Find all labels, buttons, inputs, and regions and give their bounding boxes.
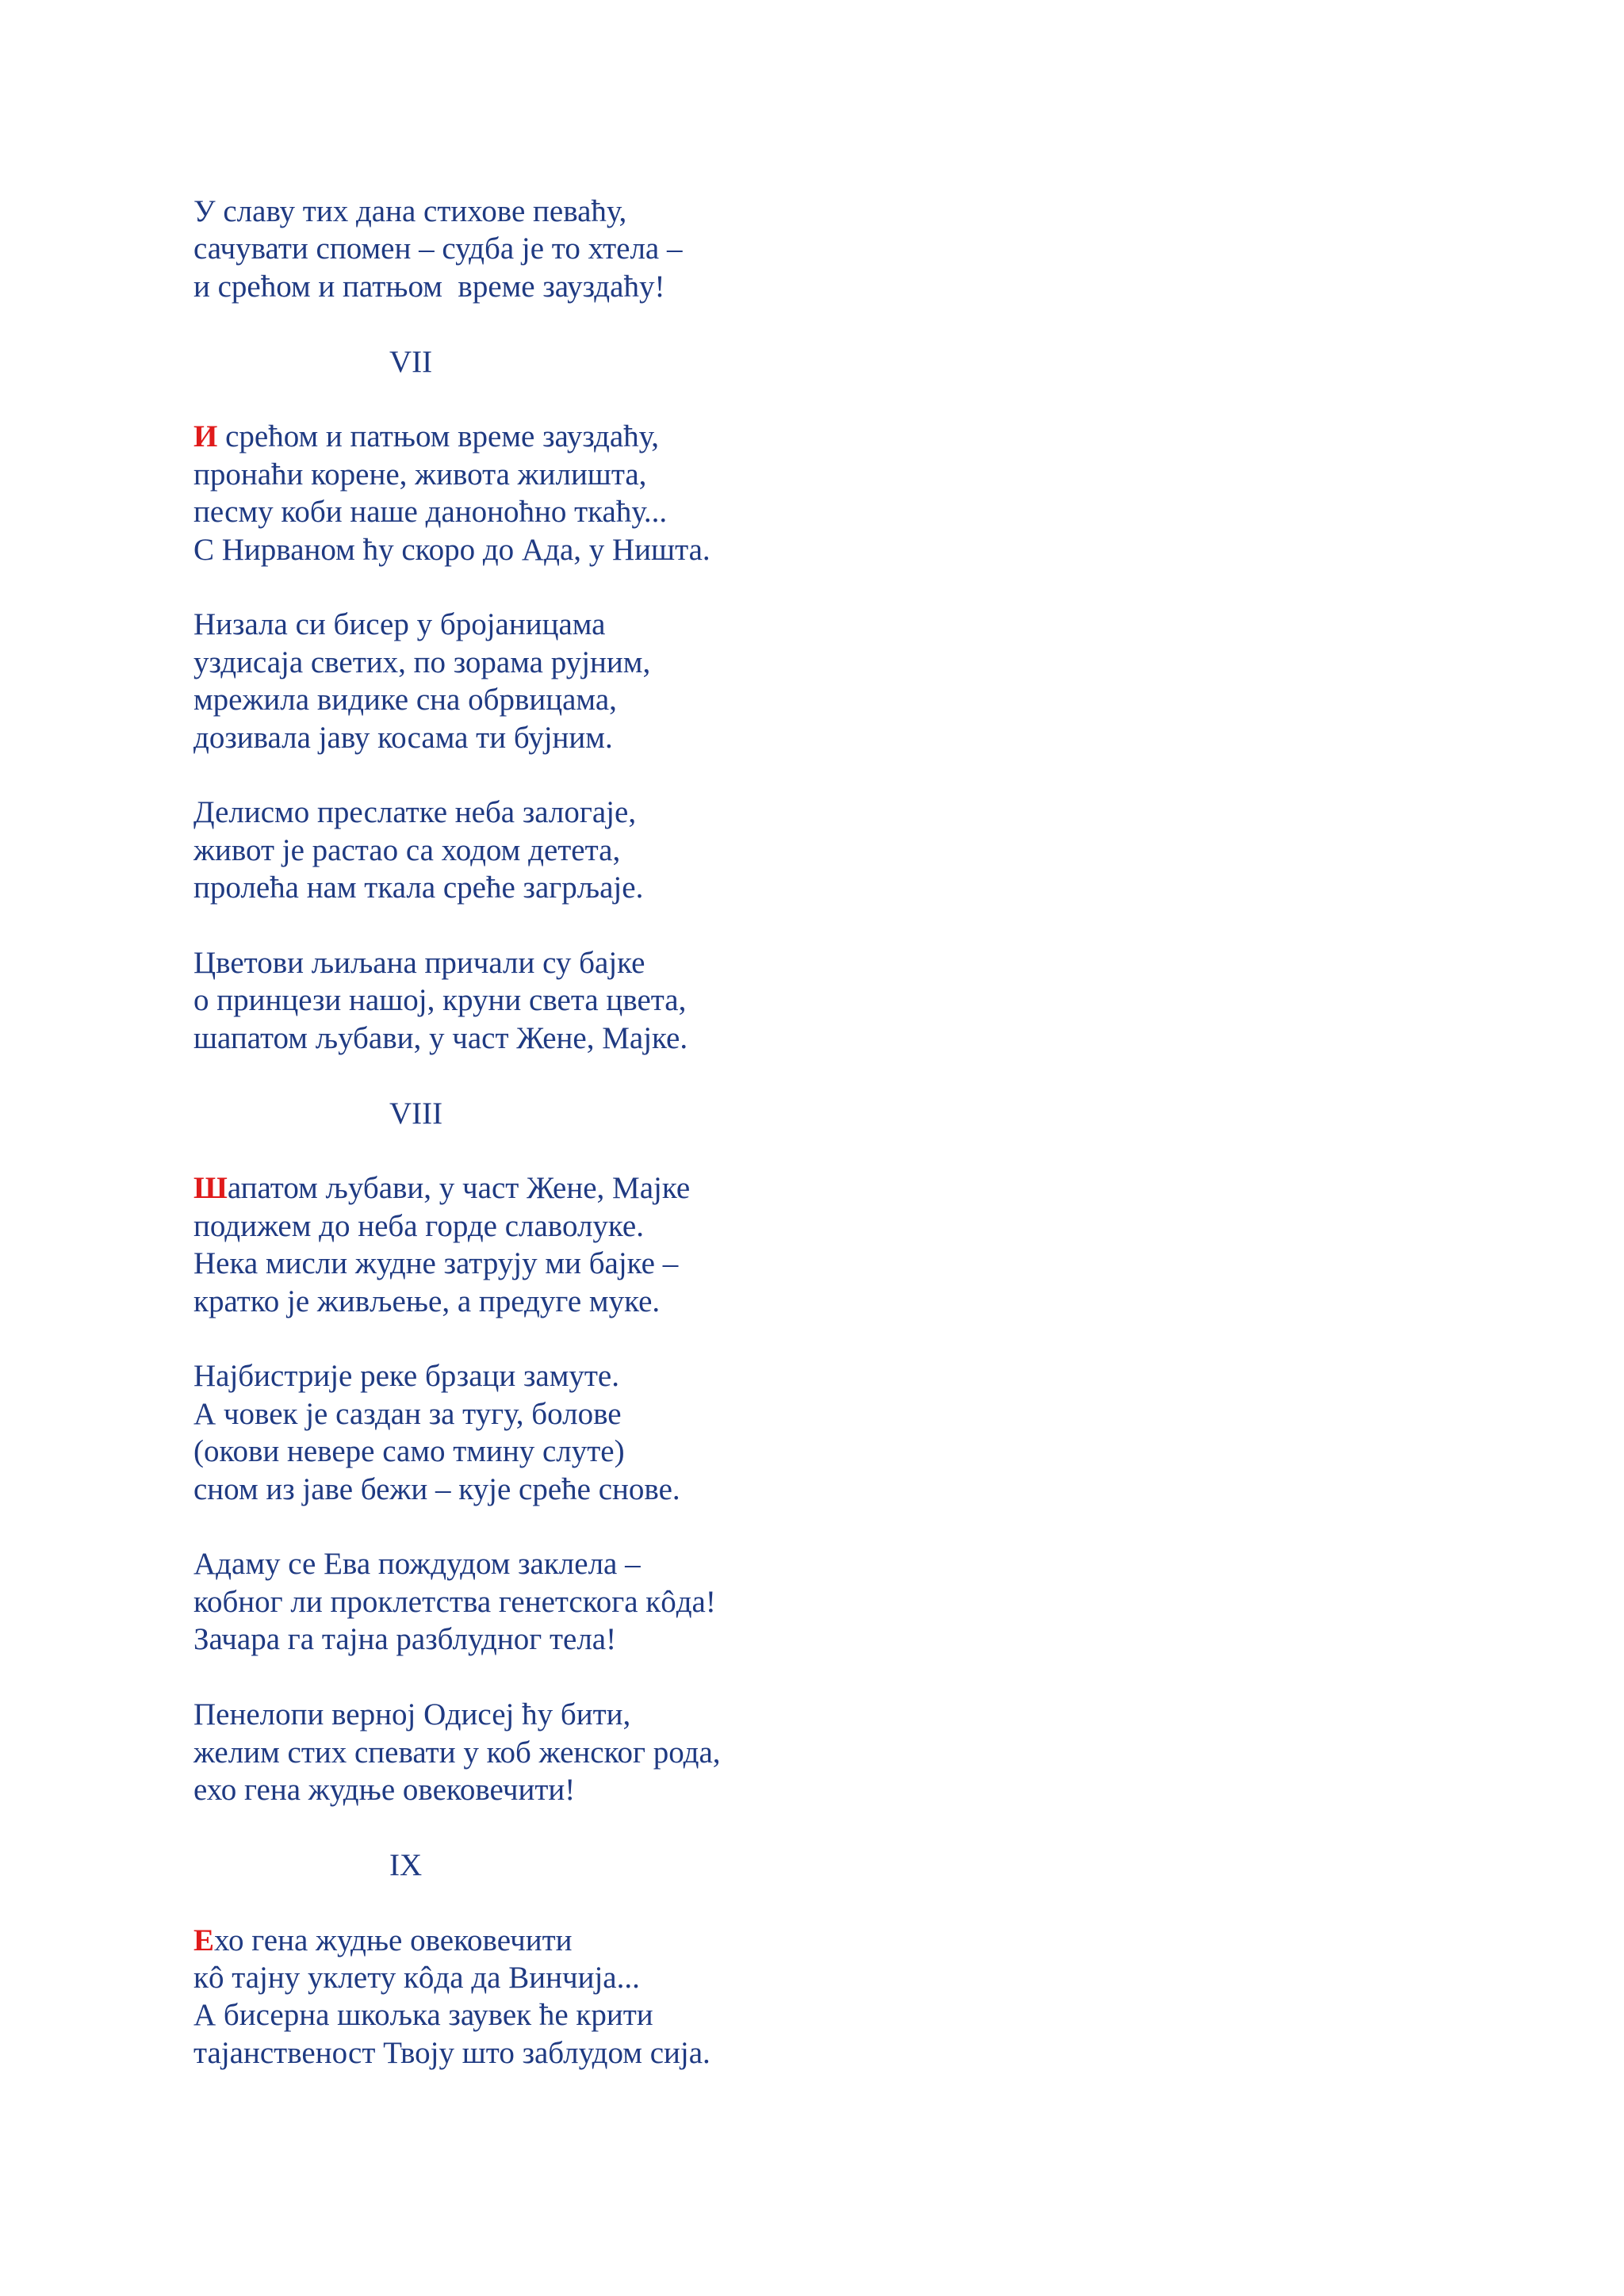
initial-letter: И — [193, 419, 218, 454]
poem-line: Адаму се Ева пождудом заклела – — [193, 1547, 641, 1582]
line-text: апатом љубави, у част Жене, Мајке — [227, 1171, 691, 1206]
poem-line — [193, 418, 1383, 455]
poem-line: Цветови љиљана причали су бајке — [193, 946, 645, 981]
stanza — [193, 794, 1383, 906]
poem-line: песму коби наше даноноћно ткаћу... — [193, 495, 668, 530]
stanza — [193, 1922, 1383, 2072]
section-heading-vii: VII — [389, 344, 433, 379]
poem-line: мрежила видике сна обрвицама, — [193, 683, 617, 718]
poem-body — [193, 193, 1383, 2110]
poem-line: сном из јаве бежи – кује среће снове. — [193, 1471, 680, 1506]
poem-line: подижем до неба горде славолуке. — [193, 1208, 644, 1243]
poem-line: и срећом и патњом време зауздаћу! — [193, 269, 665, 304]
poem-line: кô тајну уклету кôда да Винчија... — [193, 1960, 640, 1995]
poem-line: сачувати спомен – судба је то хтела – — [193, 232, 683, 266]
poem-line: пронаћи корене, живота жилишта, — [193, 457, 647, 492]
poem-line: С Нирваном ћу скоро до Ада, у Ништа. — [193, 532, 710, 567]
poem-line: Низала си бисер у бројаницама — [193, 607, 606, 642]
poem-line: кобног ли проклетства генетскога кôда! — [193, 1584, 716, 1619]
stanza — [193, 606, 1383, 756]
initial-letter: Е — [193, 1923, 215, 1957]
poem-line: Делисмо преслатке неба залогаје, — [193, 795, 637, 830]
poem-line — [193, 1169, 1383, 1207]
poem-line: уздисаја светих, по зорама рујним, — [193, 645, 651, 679]
stanza — [193, 1357, 1383, 1508]
poem-line: ехо гена жудње овековечити! — [193, 1772, 576, 1807]
poem-line: А бисерна шкољка заувек ће крити — [193, 1998, 653, 2033]
poem-line: тајанственост Твоју што заблудом сија. — [193, 2035, 710, 2070]
poem-line: пролећа нам ткала среће загрљаје. — [193, 871, 644, 905]
stanza — [193, 1545, 1383, 1658]
poem-line: Зачара га тајна разблудног тела! — [193, 1622, 617, 1657]
poem-line: шапатом љубави, у част Жене, Мајке. — [193, 1020, 688, 1055]
poem-line: желим стих спевати у коб женског рода, — [193, 1735, 721, 1770]
poem-line: А човек је саздан за тугу, болове — [193, 1396, 622, 1431]
poem-line: дозивала јаву косама ти бујним. — [193, 720, 613, 755]
section-heading-ix: IX — [389, 1847, 423, 1882]
poem-line: У славу тих дана стихове певаћу, — [193, 194, 627, 228]
stanza — [193, 1169, 1383, 1320]
opening-stanza — [193, 193, 1383, 305]
poem-line: Пенелопи верној Одисеј ћу бити, — [193, 1697, 631, 1732]
section-heading-viii: VIII — [389, 1096, 443, 1131]
initial-letter: Ш — [193, 1171, 228, 1206]
poem-line: Најбистрије реке брзаци замуте. — [193, 1359, 619, 1394]
line-text: срећом и патњом време зауздаћу, — [217, 419, 660, 454]
poem-line: о принцези нашој, круни света цвета, — [193, 983, 687, 1018]
poem-line — [193, 1922, 1383, 1959]
line-text: хо гена жудње овековечити — [214, 1923, 573, 1957]
stanza — [193, 418, 1383, 568]
poem-line: Нека мисли жудне затрују ми бајке – — [193, 1246, 679, 1281]
poem-line: живот је растао са ходом детета, — [193, 832, 621, 867]
stanza — [193, 1696, 1383, 1808]
poem-line: кратко је живљење, а предуге муке. — [193, 1284, 661, 1318]
poem-line: (окови невере само тмину слуте) — [193, 1434, 625, 1469]
stanza — [193, 944, 1383, 1057]
